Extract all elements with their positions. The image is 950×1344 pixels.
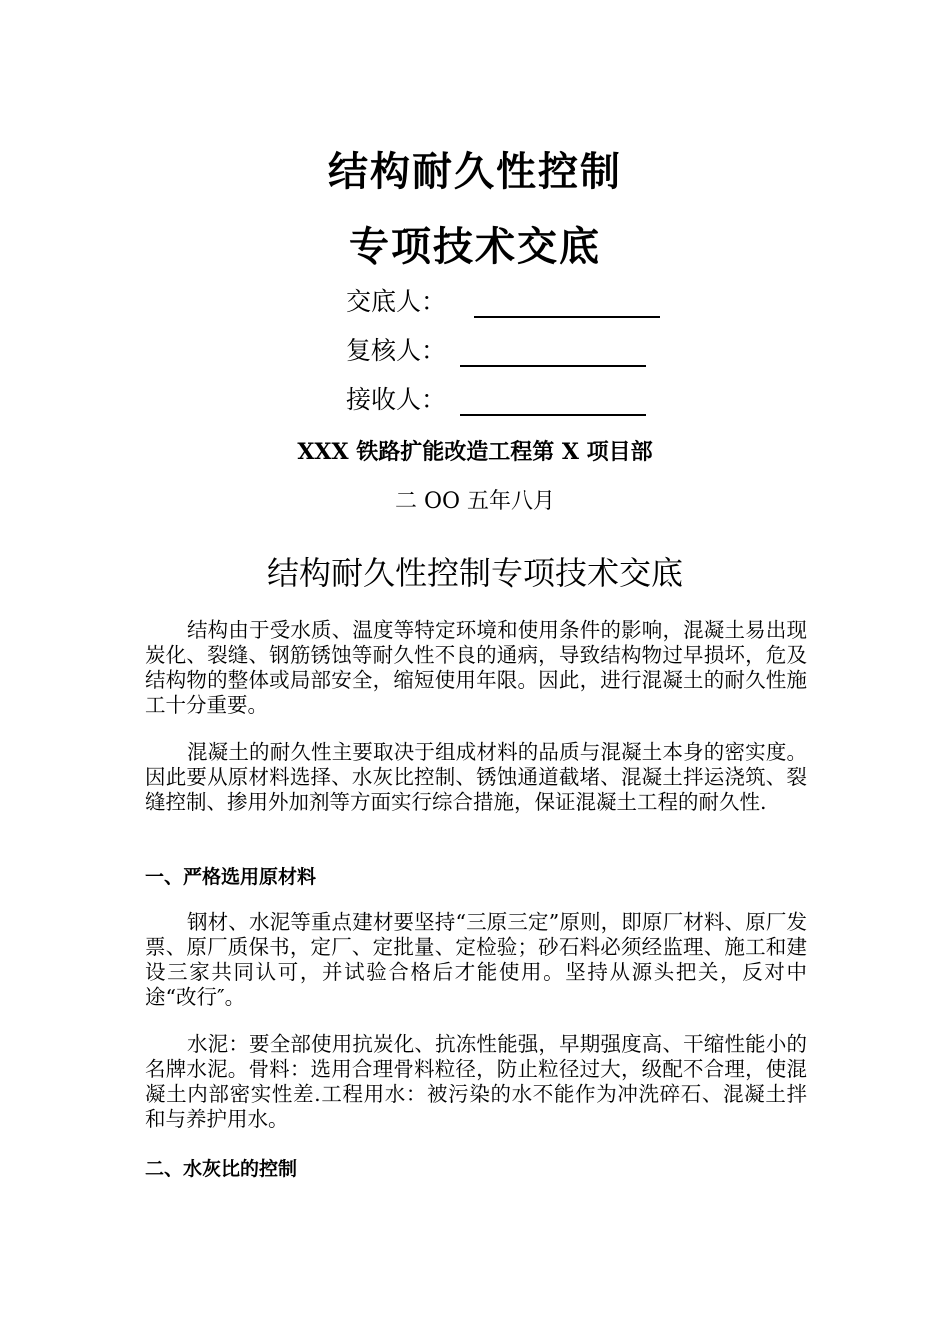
sign-label-presenter: 交底人： — [346, 287, 447, 316]
paragraph-materials: 钢材、水泥等重点建材要坚持“三原三定”原则，即原厂材料、原厂发票、原厂质保书，定厂、定批量、定检验；砂石料必须经监理、施工和建设三家共同认可，并试验合格后才能使用。坚持从源头把关，反对中途“改行″。 — [145, 910, 807, 1009]
sign-label-receiver: 接收人： — [346, 385, 447, 414]
sign-row-receiver — [346, 382, 646, 416]
paragraph-durability: 混凝土的耐久性主要取决于组成材料的品质与混凝土本身的密实度。因此要从原材料选择、水灰比控制、锈蚀通道截堵、混凝土拌运浇筑、裂缝控制、掺用外加剂等方面实行综合措施，保证混凝土工程的耐久性. — [145, 740, 807, 814]
paragraph-intro: 结构由于受水质、温度等特定环境和使用条件的影响，混凝土易出现炭化、裂缝、钢筋锈蚀等耐久性不良的通病，导致结构物过早损坏，危及结构物的整体或局部安全，缩短使用年限。因此，进行混凝土的耐久性施工十分重要。 — [145, 618, 807, 717]
cover-title-line2: 专项技术交底 — [349, 224, 601, 270]
section-heading-water-cement: 二、水灰比的控制 — [145, 1158, 298, 1180]
cover-title-line1: 结构耐久性控制 — [328, 149, 622, 195]
document-title: 结构耐久性控制专项技术交底 — [266, 554, 683, 592]
section-heading-materials: 一、严格选用原材料 — [145, 866, 317, 888]
sign-line-presenter — [474, 290, 660, 318]
sign-line-receiver — [460, 388, 646, 416]
sign-row-reviewer — [346, 333, 646, 367]
organization-name: XXX 铁路扩能改造工程第 X 项目部 — [297, 439, 653, 465]
sign-label-reviewer: 复核人： — [346, 336, 447, 365]
sign-line-reviewer — [460, 339, 646, 367]
document-date: 二 OO 五年八月 — [394, 489, 556, 514]
paragraph-cement: 水泥：要全部使用抗炭化、抗冻性能强，早期强度高、干缩性能小的名牌水泥。骨料：选用合理骨料粒径，防止粒径过大，级配不合理，使混凝土内部密实性差.工程用水：被污染的水不能作为冲洗碎石、混凝土拌和与养护用水。 — [145, 1032, 807, 1131]
sign-row-presenter — [346, 284, 660, 318]
